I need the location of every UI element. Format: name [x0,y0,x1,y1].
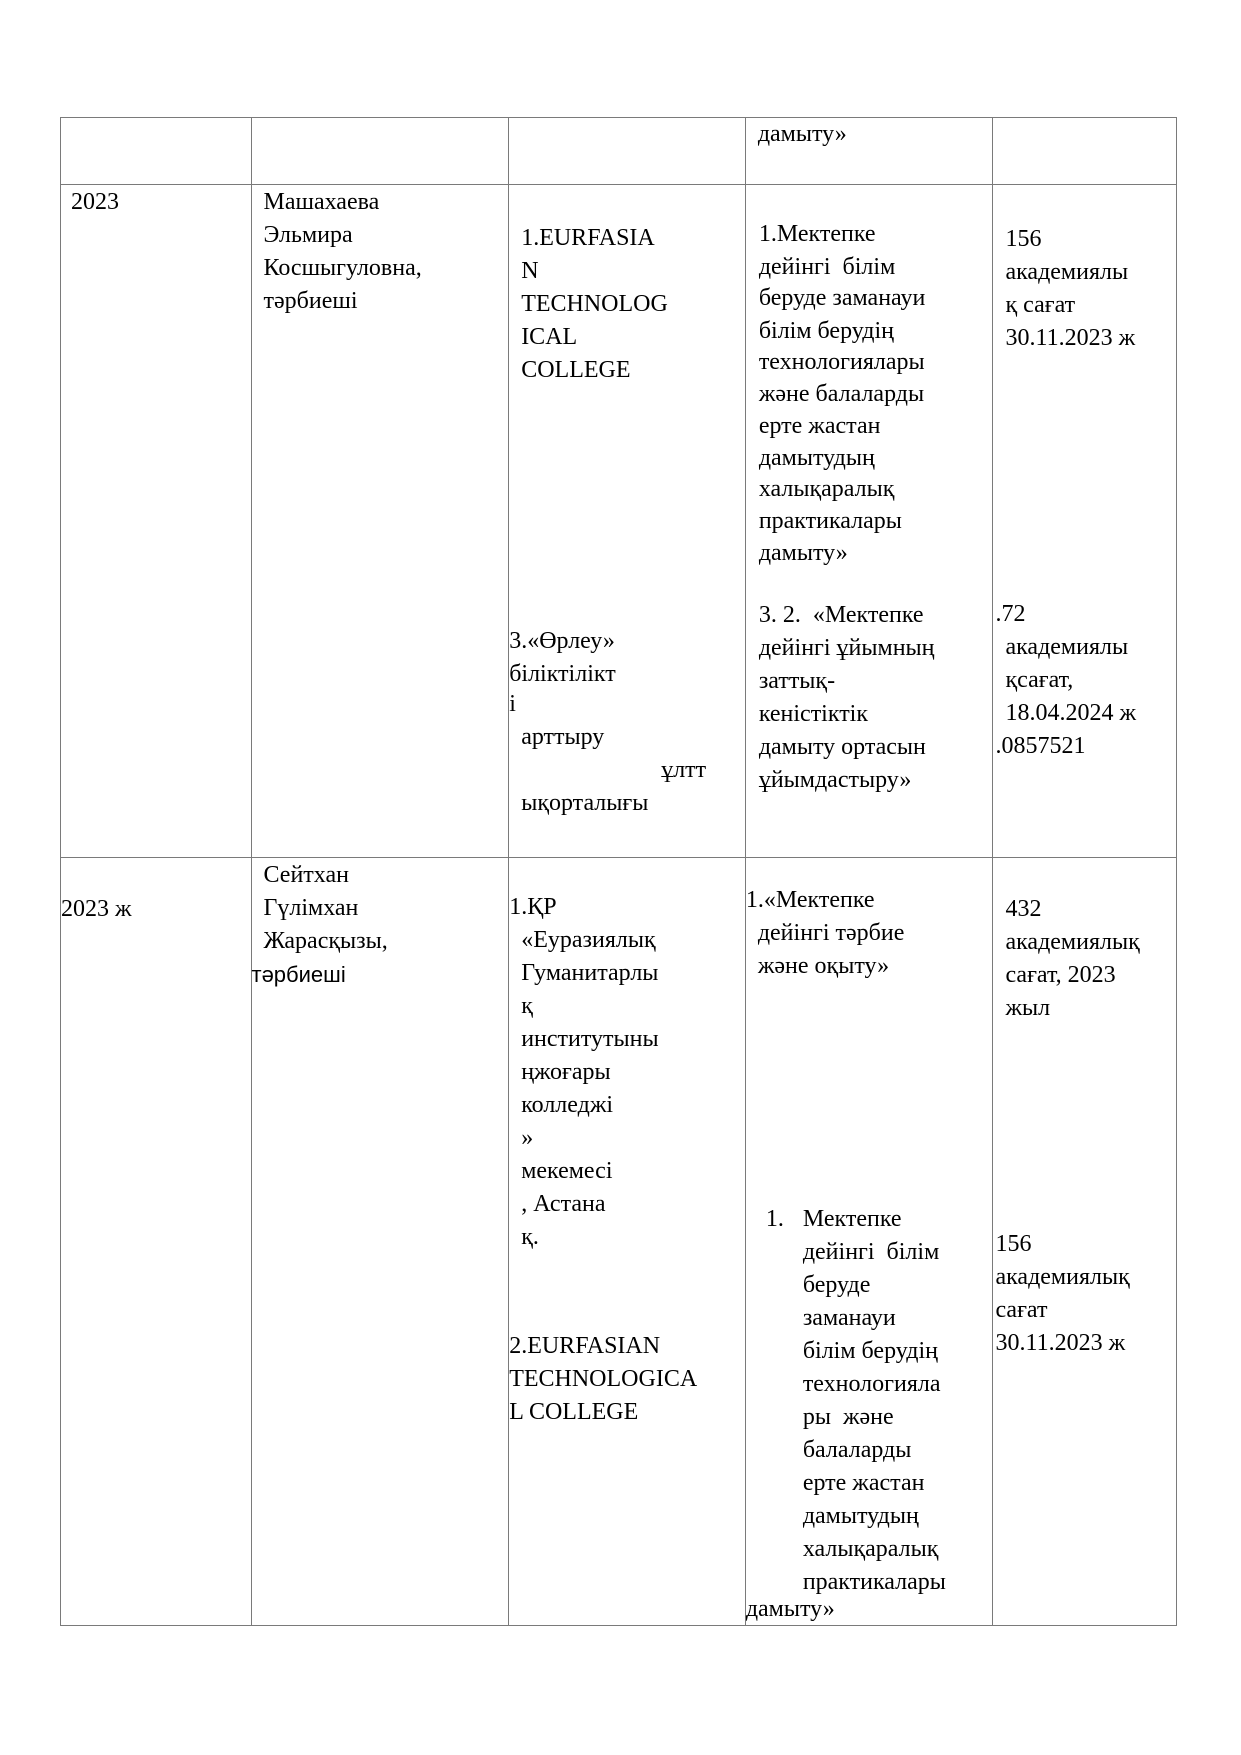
institution-line: » [521,1125,534,1151]
training-table [60,117,1177,1626]
hours-cell [993,118,1177,185]
course-cell [745,858,993,1626]
course-line: кеністіктік [758,701,869,727]
institution-line: ықорталығы [521,790,649,816]
table-row [61,858,1177,1626]
person-cell [251,858,509,1626]
hours-line: 30.11.2023 ж [995,1330,1126,1356]
hours-line: қ сағат [1005,292,1076,318]
year-cell [61,858,252,1626]
course-line: дамыту» [745,1596,835,1622]
course-line: практикалары [758,508,902,534]
course-line: технологиялары [758,349,925,375]
course-line: ры және [802,1404,894,1430]
course-cell [745,185,993,858]
year-cell [61,118,252,185]
institution-line: колледжі [521,1092,614,1118]
hours-line: жыл [1005,995,1051,1021]
course-list-number: 1. [765,1206,784,1232]
course-line: дейінгі ұйымның [758,635,935,661]
hours-line: 156 [1005,226,1042,252]
hours-line: академиялық [995,1264,1130,1290]
institution-line: Гуманитарлы [521,960,659,986]
institution-line: N [521,258,539,284]
institution-line: қ [521,993,533,1019]
institution-line: «Еуразиялық [521,927,656,953]
person-line: Машахаева [263,189,380,215]
course-line: білім берудің [802,1338,938,1364]
hours-line: сағат, 2023 [1005,962,1116,988]
course-line: Мектепке [802,1206,902,1232]
person-cell [251,118,509,185]
institution-cell [509,118,746,185]
course-line: балаларды [802,1437,912,1463]
course-line: заманауи [802,1305,896,1331]
institution-line: біліктілікт [509,661,616,687]
course-line: 1.«Мектепке [745,887,875,913]
institution-line: ICAL [521,324,578,350]
course-line: дамыту ортасын [758,734,926,760]
table-row [61,118,1177,185]
course-line: беруде заманауи [758,285,926,311]
hours-line: академиялы [1005,634,1129,660]
institution-line: институтыны [521,1026,659,1052]
hours-line: 30.11.2023 ж [1005,325,1136,351]
hours-line: 432 [1005,896,1042,922]
course-line: технологияла [802,1371,941,1397]
institution-line: мекемесі [521,1158,613,1184]
year-cell [61,185,252,858]
course-line: ерте жастан [758,413,881,439]
hours-line: 18.04.2024 ж [1005,700,1137,726]
hours-line: 156 [995,1231,1032,1257]
course-line: халықаралық [802,1536,939,1562]
course-line: 3. 2. «Мектепке [758,602,924,628]
course-line: 1.Мектепке [758,221,876,247]
institution-line: 1.ҚР [509,894,557,920]
course-line: беруде [802,1272,871,1298]
hours-line: академиялық [1005,929,1140,955]
hours-line: академиялы [1005,259,1129,285]
course-line: ұйымдастыру» [758,767,912,793]
table-row [61,185,1177,858]
course-line: практикалары [802,1569,946,1595]
person-line: Косшыгуловна, [263,255,422,281]
course-line: және оқыту» [757,953,890,979]
institution-line: 3.«Өрлеу» [509,628,615,654]
course-line: дамытудың [758,445,875,471]
course-line: дейінгі білім [758,254,896,280]
institution-line: TECHNOLOGICA [509,1366,698,1392]
institution-line: , Астана [521,1191,606,1217]
hours-cell [993,858,1177,1626]
person-line: Эльмира [263,222,353,248]
institution-line: TECHNOLOG [521,291,668,317]
institution-line: 1.EURFASIA [521,225,655,251]
person-line: Сейтхан [263,862,349,888]
course-line: ерте жастан [802,1470,925,1496]
institution-line: L COLLEGE [509,1399,639,1425]
hours-cell [993,185,1177,858]
person-line: тәрбиеші [263,288,358,314]
hours-line: сағат [995,1297,1048,1323]
institution-line: ұлтт [661,757,707,783]
year-text: 2023 [71,189,119,215]
course-line: заттық- [758,668,836,694]
institution-line: і [509,691,516,717]
course-cell [745,118,993,185]
course-line: дейінгі тәрбие [757,920,905,946]
institution-line: қ. [521,1224,539,1250]
person-line: Гүлімхан [263,895,359,921]
institution-line: ңжоғары [521,1059,611,1085]
course-line: дамыту» [757,121,847,147]
hours-line: қсағат, [1005,667,1074,693]
course-line: халықаралық [758,476,895,502]
course-line: дамыту» [758,540,848,566]
institution-line: COLLEGE [521,357,631,383]
institution-cell [509,858,746,1626]
hours-line: .0857521 [995,733,1086,759]
course-line: дейінгі білім [802,1239,940,1265]
course-line: білім берудің [758,318,894,344]
institution-line: 2.EURFASIAN [509,1333,661,1359]
year-text: 2023 ж [61,896,132,922]
institution-line: арттыру [521,724,605,750]
person-line: Жарасқызы, [263,928,388,954]
course-line: және балаларды [758,381,925,407]
person-line: тәрбиеші [251,962,346,987]
person-cell [251,185,509,858]
hours-line: .72 [995,601,1026,627]
course-line: дамытудың [802,1503,919,1529]
institution-cell [509,185,746,858]
